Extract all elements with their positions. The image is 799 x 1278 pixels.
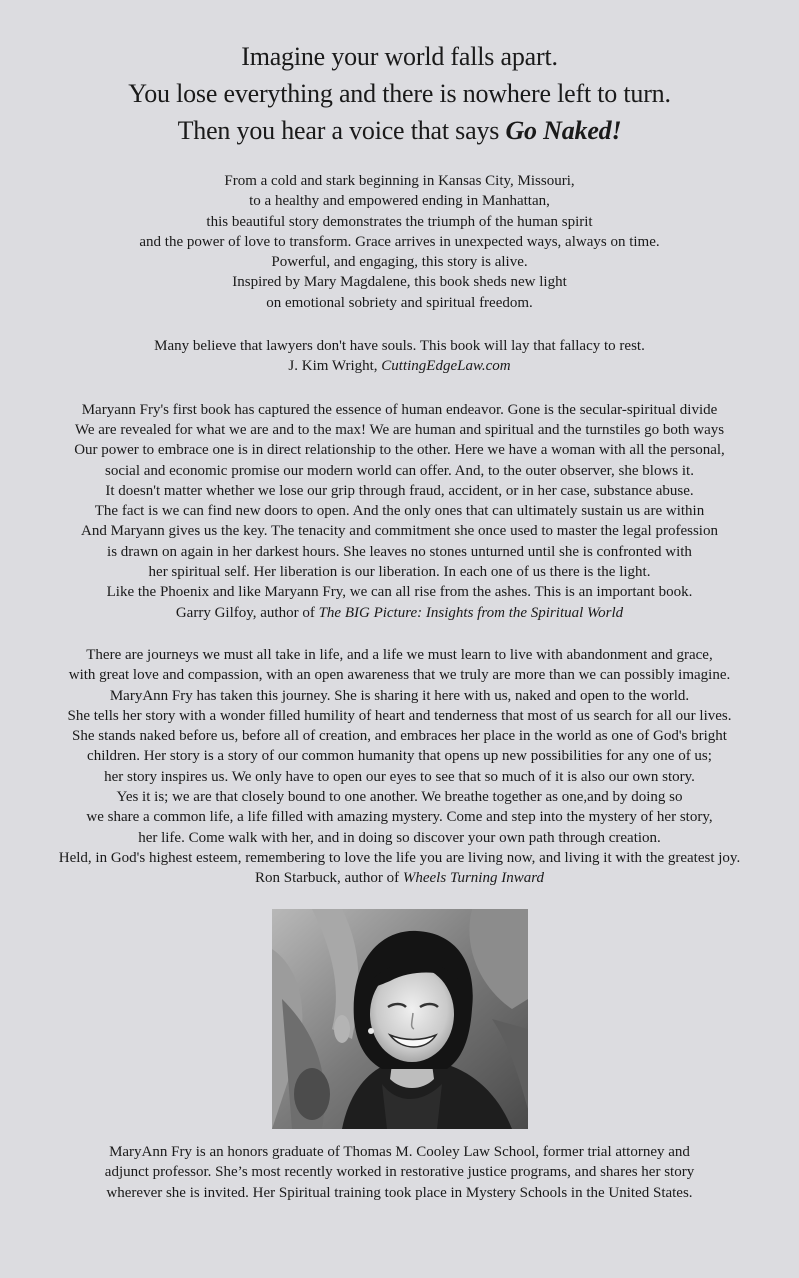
quote-line: MaryAnn Fry has taken this journey. She is sharing it here with us, naked and open to the world. — [109, 687, 690, 704]
attribution-name: Ron Starbuck, author of — [254, 870, 403, 887]
quote-attribution — [0, 603, 799, 623]
quote-line: She stands naked before us, before all of creation, and embraces her place in the world as one of God's bright — [72, 728, 727, 745]
quote-attribution — [0, 868, 799, 888]
bio-line: adjunct professor. She’s most recently worked in restorative justice programs, and shares her story — [104, 1164, 695, 1180]
attribution-work: Wheels Turning Inward — [402, 870, 544, 887]
blurb-line: Inspired by Mary Magdalene, this book sheds new light — [232, 274, 567, 291]
attribution-name: J. Kim Wright, — [288, 358, 382, 375]
author-bio — [0, 1142, 799, 1204]
quote-line: It doesn't matter whether we lose our grip through fraud, accident, or in her case, substance abuse. — [105, 482, 694, 499]
quote-attribution — [0, 356, 799, 376]
book-blurb — [0, 171, 799, 313]
quote-line: She tells her story with a wonder filled humility of heart and tenderness that most of us search for all our lives. — [67, 707, 732, 724]
author-photo — [272, 909, 528, 1129]
quote-line: The fact is we can find new doors to open. And the only ones that can ultimately sustain us are within — [94, 503, 705, 520]
quote-line: Like the Phoenix and like Maryann Fry, we can all rise from the ashes. This is an important book. — [106, 584, 693, 601]
quote-line: her story inspires us. We only have to open our eyes to see that so much of it is also our own story. — [104, 768, 695, 785]
blurb-line: to a healthy and empowered ending in Manhattan, — [249, 193, 550, 210]
blurb-line: on emotional sobriety and spiritual freedom. — [266, 294, 533, 311]
quote-line: We are revealed for what we are and to the max! We are human and spiritual and the turnstiles go both ways — [74, 421, 725, 438]
blurb-line: Powerful, and engaging, this story is alive. — [271, 254, 528, 271]
quote-line: her spiritual self. Her liberation is our liberation. In each one of us there is the light. — [148, 564, 651, 581]
quote-line: Yes it is; we are that closely bound to one another. We breathe together as one,and by doing so — [116, 789, 683, 806]
headline — [0, 38, 799, 149]
quote-line: Maryann Fry's first book has captured the essence of human endeavor. Gone is the secular-spiritual divide — [81, 401, 718, 418]
blurb-line: this beautiful story demonstrates the triumph of the human spirit — [206, 213, 593, 230]
headline-line-3 — [0, 112, 799, 149]
headline-line-1: Imagine your world falls apart. — [241, 42, 558, 71]
quote-line: Our power to embrace one is in direct relationship to the other. Here we have a woman with all the personal, — [74, 442, 725, 459]
quote-line: And Maryann gives us the key. The tenacity and commitment she once used to master the legal profession — [81, 523, 718, 540]
endorsement-quote-3 — [0, 645, 799, 889]
quote-line: children. Her story is a story of our common humanity that opens up new possibilities for any one of us; — [87, 748, 712, 765]
bio-line: wherever she is invited. Her Spiritual training took place in Mystery Schools in the United States. — [106, 1184, 693, 1201]
headline-emphasis: Go Naked! — [505, 116, 622, 145]
endorsement-quote-1 — [0, 336, 799, 377]
quote-line: There are journeys we must all take in life, and a life we must learn to live with abandonment and grace, — [86, 646, 713, 663]
quote-text: Many believe that lawyers don't have souls. This book will lay that fallacy to rest. — [154, 338, 645, 355]
headline-line-2: You lose everything and there is nowhere left to turn. — [128, 79, 671, 108]
quote-line: her life. Come walk with her, and in doing so discover your own path through creation. — [138, 829, 661, 846]
endorsement-quote-2 — [0, 400, 799, 623]
quote-line: Held, in God's highest esteem, remembering to love the life you are living now, and living it with the greatest joy. — [58, 849, 741, 866]
quote-line: is drawn on again in her darkest hours. She leaves no stones unturned until she is confronted with — [107, 543, 692, 560]
attribution-work: The BIG Picture: Insights from the Spiritual World — [318, 604, 624, 621]
attribution-name: Garry Gilfoy, author of — [175, 604, 319, 621]
blurb-line: and the power of love to transform. Grace arrives in unexpected ways, always on time. — [139, 233, 660, 250]
quote-line: we share a common life, a life filled with amazing mystery. Come and step into the mystery of her story, — [86, 809, 713, 826]
blurb-line: From a cold and stark beginning in Kansas City, Missouri, — [224, 173, 575, 189]
quote-line: with great love and compassion, with an open awareness that we truly are more than we can possibly imagine. — [68, 667, 731, 684]
attribution-work: CuttingEdgeLaw.com — [381, 358, 511, 375]
headline-line-3-prefix: Then you hear a voice that says — [177, 116, 506, 145]
quote-line: social and economic promise our modern world can offer. And, to the outer observer, she blows it. — [105, 462, 694, 479]
bio-line: MaryAnn Fry is an honors graduate of Thomas M. Cooley Law School, former trial attorney and — [109, 1143, 690, 1160]
author-portrait-image — [272, 909, 528, 1129]
